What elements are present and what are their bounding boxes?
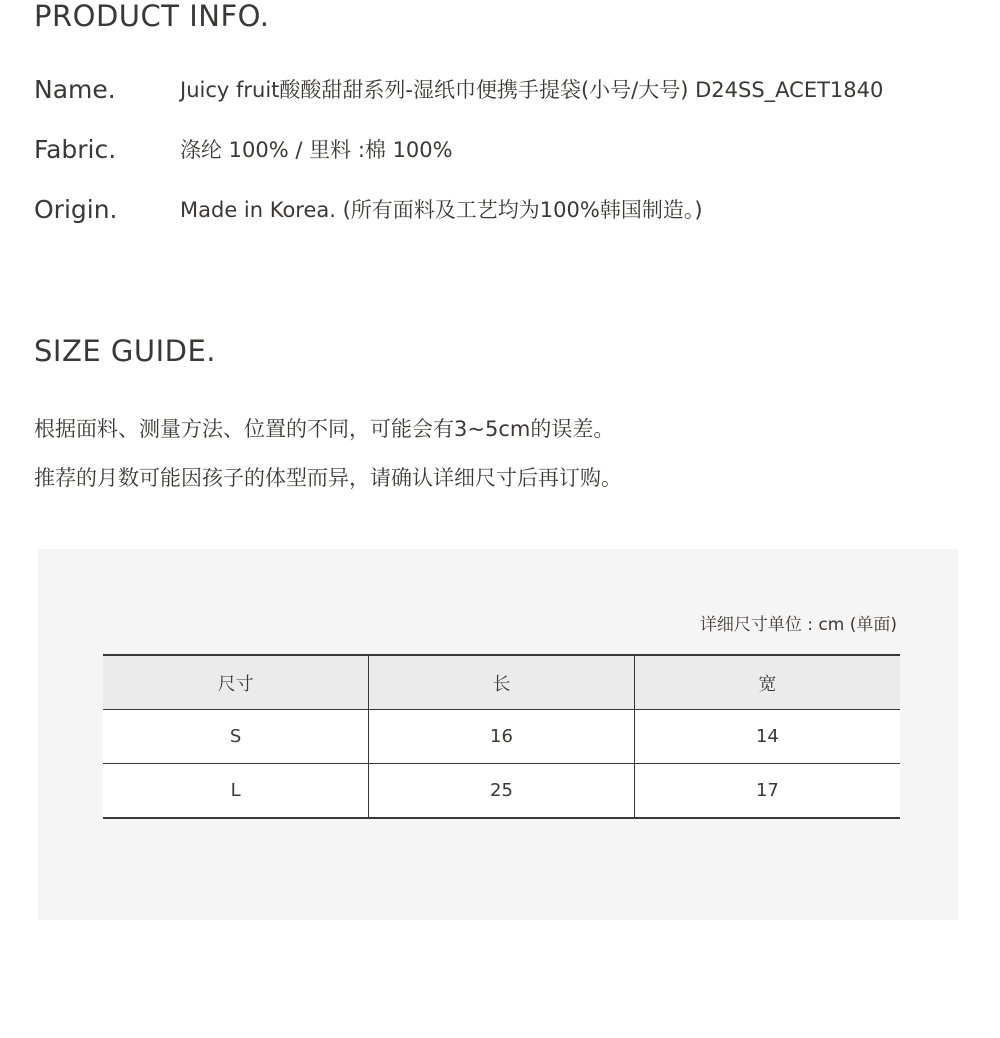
fabric-value: 涤纶 100% / 里料 :棉 100% [180, 138, 453, 162]
size-note-measurement-error: 根据面料、测量方法、位置的不同，可能会有3~5cm的误差。 [34, 417, 615, 441]
size-note-check-size: 推荐的月数可能因孩子的体型而异，请确认详细尺寸后再订购。 [34, 466, 622, 490]
cell-size: S [229, 726, 242, 747]
info-row-fabric [34, 134, 974, 166]
name-value: Juicy fruit酸酸甜甜系列-湿纸巾便携手提袋(小号/大号) D24SS_ACET1840 [180, 78, 884, 102]
size-table-panel [38, 549, 958, 920]
cell-width: 17 [634, 764, 900, 819]
origin-value: Made in Korea. (所有面料及工艺均为100%韩国制造。) [180, 198, 703, 222]
cell-width: 14 [634, 710, 900, 764]
origin-label: Origin. [34, 195, 118, 224]
size-table [103, 654, 900, 819]
header-size: 尺寸 [103, 655, 369, 710]
info-row-origin [34, 194, 974, 226]
header-width: 宽 [634, 655, 900, 710]
fabric-label: Fabric. [34, 135, 117, 164]
table-row [103, 710, 900, 764]
product-info-title: PRODUCT INFO. [34, 0, 270, 33]
table-row [103, 764, 900, 819]
header-length: 长 [369, 655, 635, 710]
size-guide-title: SIZE GUIDE. [34, 334, 216, 368]
size-table-header-row [103, 655, 900, 710]
name-label: Name. [34, 75, 116, 104]
info-row-name [34, 74, 974, 106]
cell-length: 16 [369, 710, 635, 764]
cell-length: 25 [369, 764, 635, 819]
cell-size: L [230, 780, 241, 801]
size-unit-note: 详细尺寸单位 : cm (单面) [699, 615, 897, 635]
